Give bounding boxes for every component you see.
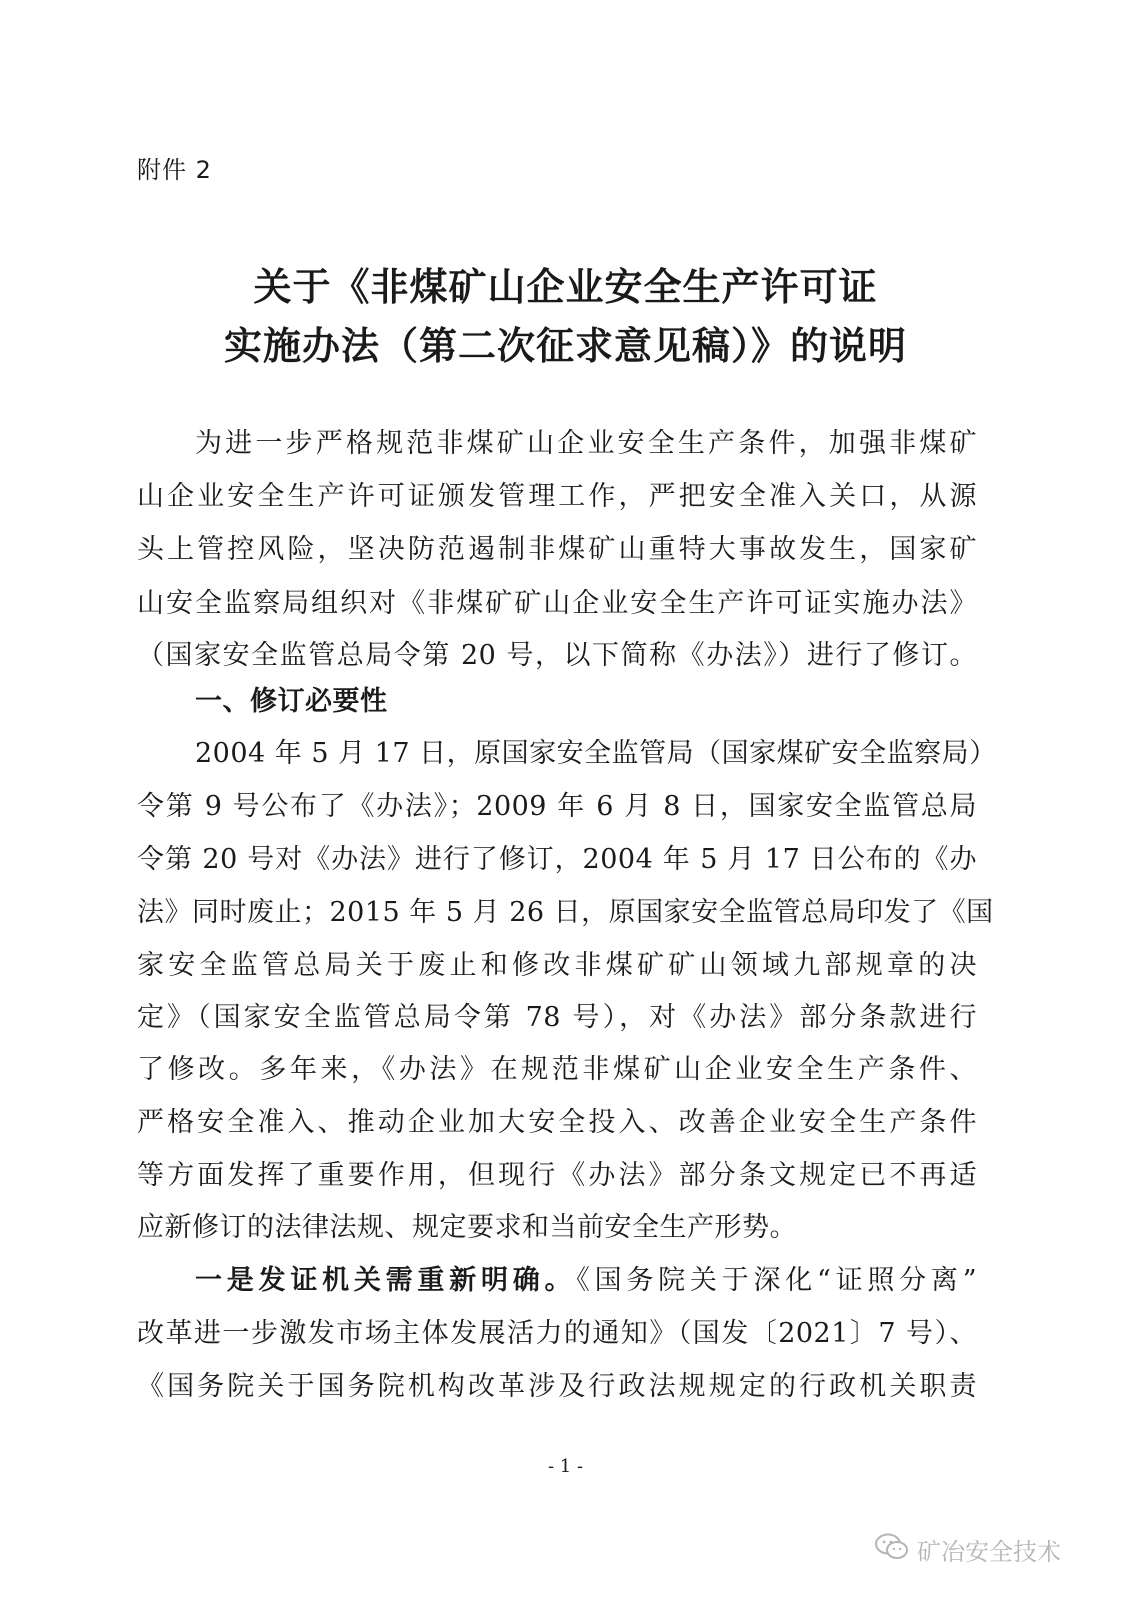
- document-title-line-1: 关于《非煤矿山企业安全生产许可证: [253, 265, 878, 309]
- body-line: 应新修订的法律法规、规定要求和当前安全生产形势。: [137, 1212, 797, 1243]
- page-number: - 1 -: [547, 1456, 584, 1477]
- body-line: 《国务院关于国务院机构改革涉及行政法规规定的行政机关职责: [137, 1371, 977, 1402]
- body-line: 2004 年 5 月 17 日，原国家安全监管局（国家煤矿安全监察局）: [195, 738, 997, 769]
- body-line: 等方面发挥了重要作用，但现行《办法》部分条文规定已不再适: [137, 1160, 977, 1191]
- body-line: 严格安全准入、推动企业加大安全投入、改善企业安全生产条件: [137, 1107, 977, 1138]
- body-line: 法》同时废止；2015 年 5 月 26 日，原国家安全监管总局印发了《国: [137, 897, 994, 928]
- watermark: [875, 1532, 1061, 1567]
- body-line: 家安全监管总局关于废止和修改非煤矿矿山领域九部规章的决: [137, 950, 977, 981]
- document-title-line-2: 实施办法（第二次征求意见稿）》的说明: [223, 324, 907, 368]
- body-line: 定》（国家安全监管总局令第 78 号），对《办法》部分条款进行: [137, 1002, 977, 1033]
- wechat-icon: [875, 1533, 917, 1567]
- bold-lead-text: 一是发证机关需重新明确。: [195, 1265, 577, 1296]
- attachment-label: 附件 2: [137, 156, 212, 184]
- body-line-with-bold-lead: [195, 1263, 977, 1299]
- body-line: 改革进一步激发市场主体发展活力的通知》（国发〔2021〕7 号）、: [137, 1318, 977, 1349]
- body-line: 头上管控风险，坚决防范遏制非煤矿山重特大事故发生，国家矿: [137, 534, 977, 565]
- body-line: 山企业安全生产许可证颁发管理工作，严把安全准入关口，从源: [137, 481, 977, 512]
- watermark-text: 矿冶安全技术: [917, 1538, 1061, 1566]
- body-line: 山安全监察局组织对《非煤矿矿山企业安全生产许可证实施办法》: [137, 588, 977, 619]
- section-heading: 一、修订必要性: [195, 686, 388, 717]
- body-line: 令第 20 号对《办法》进行了修订，2004 年 5 月 17 日公布的《办: [137, 844, 977, 875]
- body-line-continuation: 《国务院关于深化“证照分离”: [576, 1265, 978, 1296]
- body-line: 令第 9 号公布了《办法》；2009 年 6 月 8 日，国家安全监管总局: [137, 791, 977, 822]
- body-line: （国家安全监管总局令第 20 号，以下简称《办法》）进行了修订。: [137, 640, 977, 671]
- body-line: 了修改。多年来，《办法》在规范非煤矿山企业安全生产条件、: [137, 1054, 977, 1085]
- body-line: 为进一步严格规范非煤矿山企业安全生产条件，加强非煤矿: [195, 428, 977, 459]
